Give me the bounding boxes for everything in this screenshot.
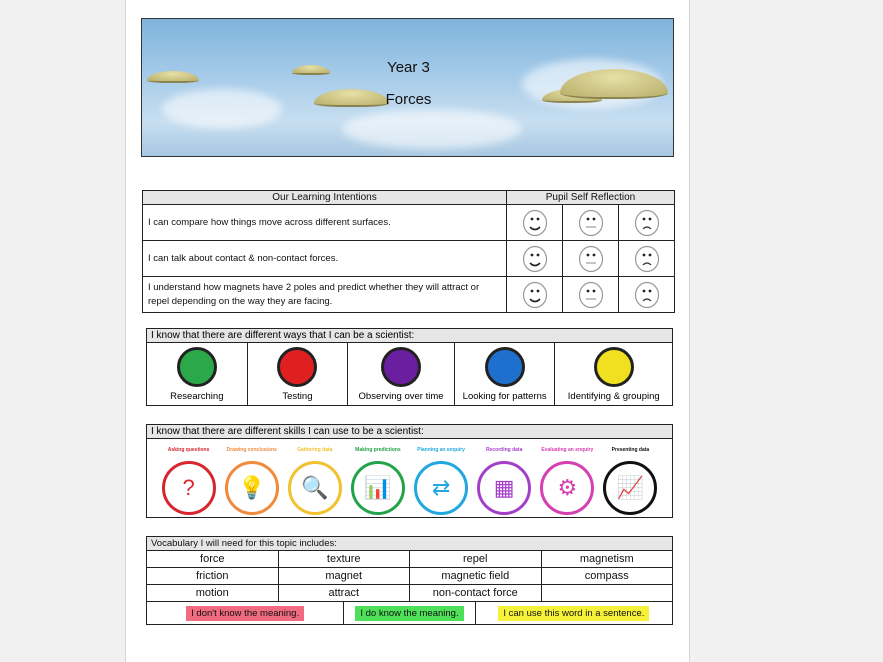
skill-icon: ⚙ (540, 461, 594, 515)
way-badge-icon (594, 347, 634, 387)
ways-title: I know that there are different ways that I can be a scientist: (147, 329, 672, 343)
skill-icon: ? (162, 461, 216, 515)
neutral-face-icon[interactable] (563, 277, 619, 313)
skill-item (286, 447, 344, 515)
sad-face-icon[interactable] (619, 277, 675, 313)
skill-label: Evaluating an enquiry (541, 447, 594, 453)
table-row (143, 205, 675, 241)
vocab-word: attract (278, 585, 410, 602)
vocab-word (541, 585, 673, 602)
skill-label: Asking questions (167, 447, 210, 453)
skill-icon: 🔍 (288, 461, 342, 515)
skill-icon: 💡 (225, 461, 279, 515)
skill-item (160, 447, 218, 515)
key-label: I don't know the meaning. (186, 606, 304, 621)
intention-text: I understand how magnets have 2 poles and predict whether they will attract or repel depending on the way they are facing. (143, 277, 507, 313)
happy-face-icon[interactable] (507, 241, 563, 277)
way-item (455, 343, 556, 406)
skill-label: Recording data (485, 447, 523, 453)
vocab-word: force (147, 551, 279, 568)
skill-label: Planning an enquiry (417, 447, 465, 453)
banner-image (141, 18, 674, 157)
way-label: Identifying & grouping (567, 391, 660, 402)
skill-label: Gathering data (297, 447, 333, 453)
vocab-word: compass (541, 568, 673, 585)
skill-icon: ▦ (477, 461, 531, 515)
vocab-word: repel (410, 551, 542, 568)
way-item (147, 343, 248, 406)
skill-item (412, 447, 470, 515)
happy-face-icon[interactable] (507, 205, 563, 241)
reflection-header: Pupil Self Reflection (507, 191, 675, 205)
happy-face-icon[interactable] (507, 277, 563, 313)
neutral-face-icon[interactable] (563, 205, 619, 241)
skill-item (223, 447, 281, 515)
key-do-know (344, 602, 476, 625)
table-row (143, 241, 675, 277)
way-label: Observing over time (358, 391, 444, 402)
vocab-word: motion (147, 585, 279, 602)
way-badge-icon (277, 347, 317, 387)
skill-label: Drawing conclusions (226, 447, 277, 453)
way-label: Researching (170, 391, 224, 402)
way-item (555, 343, 672, 406)
way-label: Looking for patterns (462, 391, 547, 402)
vocabulary-table (146, 536, 673, 625)
way-item (348, 343, 455, 406)
vocab-word: magnetism (541, 551, 673, 568)
vocab-word: friction (147, 568, 279, 585)
way-badge-icon (177, 347, 217, 387)
intention-text: I can talk about contact & non-contact forces. (143, 241, 507, 277)
skill-item (475, 447, 533, 515)
vocab-word: texture (278, 551, 410, 568)
key-dont-know (147, 602, 344, 625)
neutral-face-icon[interactable] (563, 241, 619, 277)
skill-icon: 📈 (603, 461, 657, 515)
skill-item (601, 447, 659, 515)
table-row (143, 277, 675, 313)
learning-intentions-table (142, 190, 675, 313)
way-label: Testing (282, 391, 313, 402)
skill-icon: ⇄ (414, 461, 468, 515)
topic-title: Forces (385, 91, 432, 108)
sad-face-icon[interactable] (619, 241, 675, 277)
vocab-word: magnet (278, 568, 410, 585)
skills-title: I know that there are different skills I can use to be a scientist: (147, 425, 672, 439)
skill-item (538, 447, 596, 515)
skill-label: Making predictions (355, 447, 401, 453)
vocab-word: magnetic field (410, 568, 542, 585)
skill-label: Presenting data (611, 447, 650, 453)
skill-item (349, 447, 407, 515)
year-title: Year 3 (387, 59, 430, 76)
way-badge-icon (485, 347, 525, 387)
way-badge-icon (381, 347, 421, 387)
vocab-title: Vocabulary I will need for this topic includes: (147, 537, 673, 551)
skill-icon: 📊 (351, 461, 405, 515)
sad-face-icon[interactable] (619, 205, 675, 241)
key-label: I can use this word in a sentence. (498, 606, 649, 621)
intention-text: I can compare how things move across different surfaces. (143, 205, 507, 241)
vocab-word: non-contact force (410, 585, 542, 602)
key-use-in-sentence (475, 602, 672, 625)
key-label: I do know the meaning. (355, 606, 463, 621)
scientist-skills-box (146, 424, 673, 518)
scientist-ways-box (146, 328, 673, 406)
way-item (248, 343, 349, 406)
intentions-header: Our Learning Intentions (143, 191, 507, 205)
